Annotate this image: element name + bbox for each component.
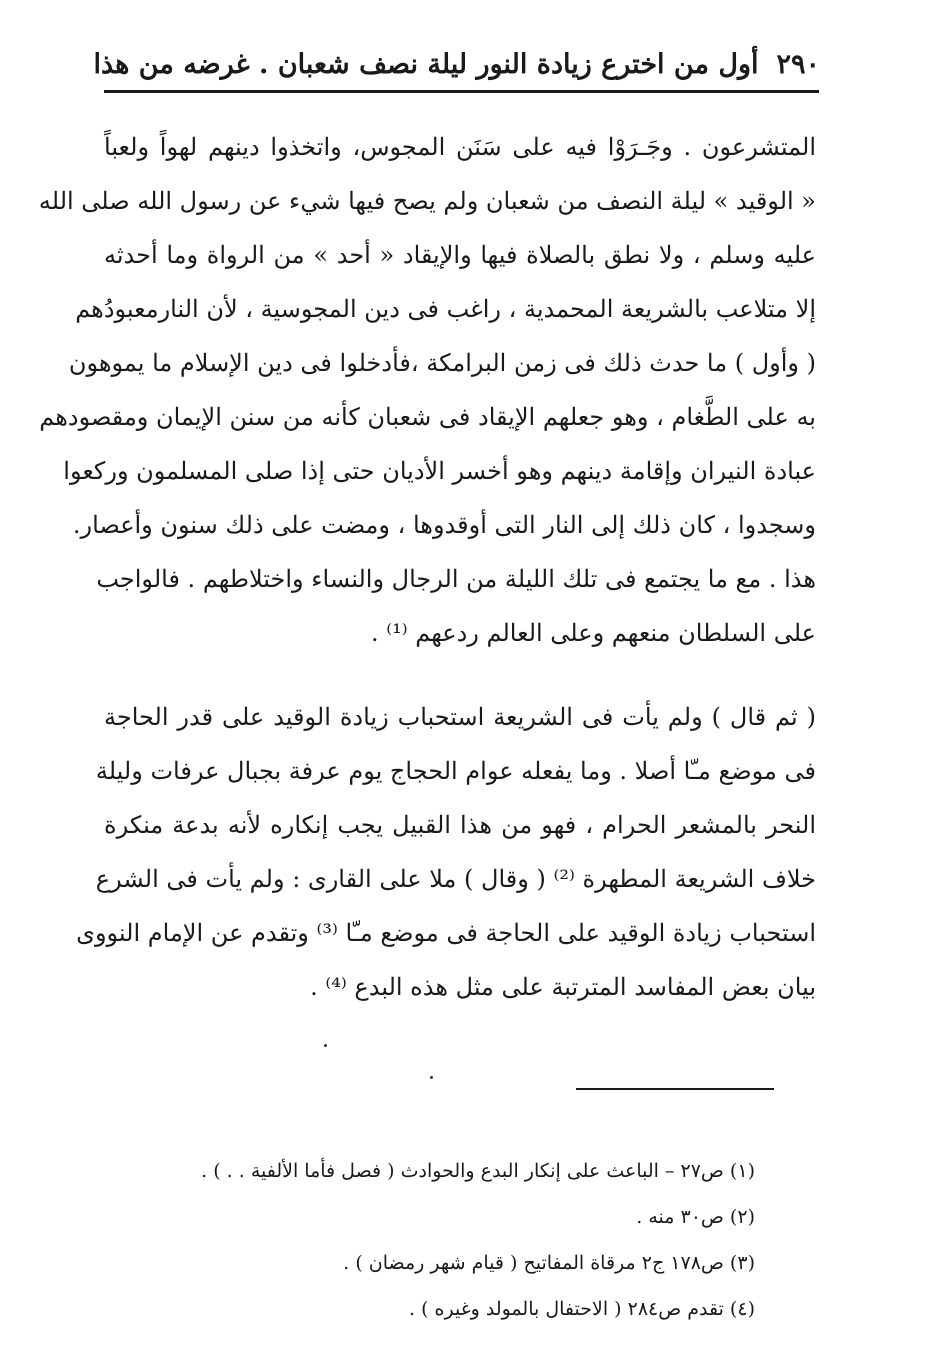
text-line: وسجدوا ، كان ذلك إلى النار التى أوقدوها ، ومضت على ذلك سنون وأعصار. xyxy=(72,511,816,539)
footnote-1: (١) ص٢٧ – الباعث على إنكار البدع والحوادث ( فصل فأما الألفية . . ) . xyxy=(201,1160,755,1182)
text-line: « الوقيد » ليلة النصف من شعبان ولم يصح فيها شيء عن رسول الله صلى الله xyxy=(38,187,816,215)
text-line: على السلطان منعهم وعلى العالم ردعهم ⁽¹⁾ . xyxy=(370,619,816,647)
text-line: عليه وسلم ، ولا نطق بالصلاة فيها والإيقاد « أحد » من الرواة وما أحدثه xyxy=(104,241,816,269)
text-line: المتشرعون . وجَـرَوْا فيه على سَنَن المجوس، واتخذوا دينهم لهواً ولعباً xyxy=(104,133,816,161)
text-line: إلا متلاعب بالشريعة المحمدية ، راغب فى دين المجوسية ، لأن النارمعبودُهم xyxy=(75,295,816,323)
print-speck xyxy=(430,1076,433,1079)
text-line: عبادة النيران وإقامة دينهم وهو أخسر الأديان حتى إذا صلى المسلمون وركعوا xyxy=(63,457,816,485)
text-line: النحر بالمشعر الحرام ، فهو من هذا القبيل يجب إنكاره لأنه بدعة منكرة xyxy=(104,811,816,839)
page-number: ٢٩٠ xyxy=(776,48,820,80)
footnote-2: (٢) ص٣٠ منه . xyxy=(636,1206,755,1228)
text-line: استحباب زيادة الوقيد على الحاجة فى موضع مـّا ⁽³⁾ وتقدم عن الإمام النووى xyxy=(76,919,816,947)
header-title: أول من اخترع زيادة النور ليلة نصف شعبان . غرضه من هذا xyxy=(93,48,759,80)
paragraph-2 xyxy=(76,690,816,1014)
text-line: خلاف الشريعة المطهرة ⁽²⁾ ( وقال ) ملا على القارى : ولم يأت فى الشرع xyxy=(95,865,816,893)
paragraph-1 xyxy=(38,120,816,660)
footnote-4: (٤) تقدم ص٢٨٤ ( الاحتفال بالمولد وغيره ) . xyxy=(409,1298,755,1320)
header-rule xyxy=(104,90,819,93)
text-line: بيان بعض المفاسد المترتبة على مثل هذه البدع ⁽⁴⁾ . xyxy=(310,973,816,1001)
footnote-3: (٣) ص١٧٨ ج٢ مرقاة المفاتيح ( قيام شهر رمضان ) . xyxy=(343,1252,755,1274)
footnote-separator xyxy=(576,1088,774,1090)
text-line: ( ثم قال ) ولم يأت فى الشريعة استحباب زيادة الوقيد على قدر الحاجة xyxy=(104,703,816,731)
footnotes xyxy=(180,1148,755,1332)
text-line: فى موضع مـّا أصلا . وما يفعله عوام الحجاج يوم عرفة بجبال عرفات وليلة xyxy=(95,757,816,785)
text-line: ( وأول ) ما حدث ذلك فى زمن البرامكة ،فأدخلوا فى دين الإسلام ما يموهون xyxy=(68,349,816,377)
text-line: هذا . مع ما يجتمع فى تلك الليلة من الرجال والنساء واختلاطهم . فالواجب xyxy=(96,565,816,593)
text-line: به على الطَّغام ، وهو جعلهم الإيقاد فى شعبان كأنه من سنن الإيمان ومقصودهم xyxy=(39,403,816,431)
print-speck xyxy=(324,1044,327,1047)
running-header xyxy=(93,40,820,88)
